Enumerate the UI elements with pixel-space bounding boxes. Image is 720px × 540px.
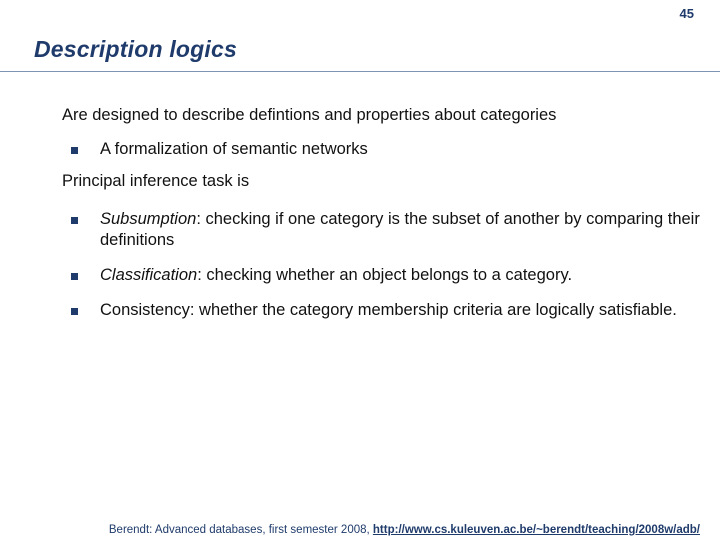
bullet-level2-classification — [62, 265, 702, 286]
bullet-text: A formalization of semantic networks — [100, 140, 368, 158]
square-bullet-icon — [71, 308, 78, 315]
bullet-level2-consistency — [62, 300, 702, 321]
bullet-level2-subsumption — [62, 209, 702, 251]
footer — [109, 524, 700, 536]
subsumption-text: : checking if one category is the subset of another by comparing their definitions — [100, 210, 700, 249]
bullet-level1-definition: Are designed to describe defintions and properties about categories — [62, 106, 557, 124]
subsumption-term: Subsumption — [100, 210, 197, 228]
slide-title: Description logics — [34, 36, 237, 62]
classification-term: Classification — [100, 266, 198, 284]
footer-link[interactable]: http://www.cs.kuleuven.ac.be/~berendt/teaching/2008w/adb/ — [372, 524, 700, 536]
square-bullet-icon — [71, 147, 78, 154]
footer-citation: Berendt: Advanced databases, first semester 2008, — [108, 524, 373, 536]
bullet-level1-inference: Principal inference task is — [62, 172, 250, 190]
square-bullet-icon — [71, 217, 78, 224]
classification-text: : checking whether an object belongs to a category. — [197, 266, 573, 284]
slide-number: 45 — [679, 6, 694, 21]
bullet-level2-formalization — [62, 139, 702, 160]
title-divider — [0, 71, 720, 72]
square-bullet-icon — [71, 273, 78, 280]
consistency-text: Consistency: whether the category membership criteria are logically satisfiable. — [100, 301, 677, 319]
slide-content — [62, 104, 702, 335]
